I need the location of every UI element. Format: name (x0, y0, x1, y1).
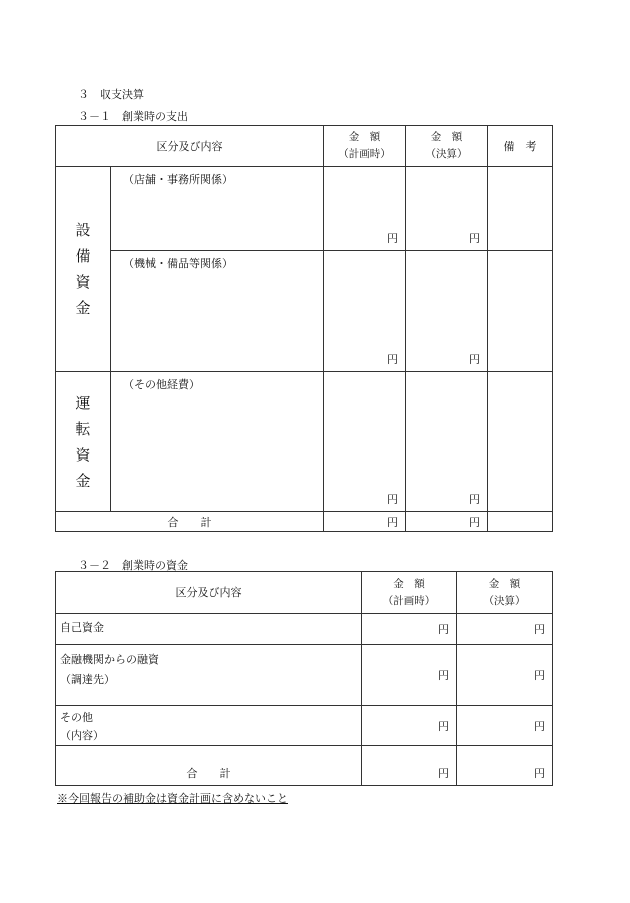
expenditure-table (55, 125, 553, 532)
other-funds-settle-cell: 円 (457, 706, 553, 746)
loans-label-line1: 金融機関からの融資 (60, 653, 159, 666)
total-label: 合 計 (56, 512, 324, 532)
section-title: ３ 収支決算 (78, 88, 144, 101)
own-funds-settle-cell: 円 (457, 614, 553, 645)
loans-label (56, 645, 362, 706)
header-plan-top: 金 額 (348, 131, 381, 143)
operating-char-4: 金 (75, 471, 91, 490)
total-row (56, 512, 553, 532)
header-settle-bottom: （決算） (425, 148, 468, 160)
header-category: 区分及び内容 (56, 126, 324, 167)
loans-row (56, 645, 553, 706)
other-funds-row (56, 706, 553, 746)
store-office-label: （店舗・事務所関係） (111, 167, 324, 251)
header-remarks: 備 考 (488, 126, 553, 167)
funding-table (55, 571, 553, 786)
operating-char-3: 資 (75, 445, 91, 464)
funding-header-row (56, 572, 553, 614)
funding-header-settle-top: 金 額 (488, 577, 521, 590)
total-plan-cell: 円 (324, 512, 406, 532)
other-expenses-settle-cell: 円 (406, 372, 488, 512)
funding-header-plan-bottom: （計画時） (382, 594, 436, 607)
store-office-remarks-cell (488, 167, 553, 251)
funding-total-settle-cell: 円 (457, 746, 553, 786)
funding-total-plan-cell: 円 (362, 746, 457, 786)
operating-row (56, 372, 553, 512)
operating-char-2: 転 (75, 419, 91, 438)
other-funds-plan-cell: 円 (362, 706, 457, 746)
other-expenses-remarks-cell (488, 372, 553, 512)
equipment-char-2: 備 (75, 247, 91, 265)
machinery-settle-cell: 円 (406, 251, 488, 372)
machinery-label: （機械・備品等関係） (111, 251, 324, 372)
equipment-funds-label (56, 167, 111, 372)
loans-settle-cell: 円 (457, 645, 553, 706)
equipment-char-1: 設 (75, 221, 91, 239)
loans-label-line2: （調達先） (60, 673, 115, 686)
other-funds-label-line1: その他 (60, 711, 93, 724)
expenditure-table-title: ３－１ 創業時の支出 (78, 110, 188, 123)
funding-header-settle (457, 572, 553, 614)
store-office-settle-cell: 円 (406, 167, 488, 251)
funding-header-plan-top: 金 額 (393, 577, 425, 590)
operating-funds-label (56, 372, 111, 512)
own-funds-plan-cell: 円 (362, 614, 457, 645)
operating-char-1: 運 (75, 393, 91, 412)
total-remarks-cell (488, 512, 553, 532)
machinery-remarks-cell (488, 251, 553, 372)
store-office-plan-cell: 円 (324, 167, 406, 251)
header-plan-bottom: （計画時） (338, 148, 391, 160)
footnote: ※今回報告の補助金は資金計画に含めないこと (57, 792, 288, 805)
equipment-row-1 (56, 167, 553, 251)
own-funds-label: 自己資金 (56, 614, 362, 645)
funding-header-settle-bottom: （決算） (483, 594, 526, 607)
other-expenses-label: （その他経費） (111, 372, 324, 512)
funding-header-category: 区分及び内容 (56, 572, 362, 614)
other-funds-label (56, 706, 362, 746)
header-settle (406, 126, 488, 167)
other-expenses-plan-cell: 円 (324, 372, 406, 512)
funding-table-title: ３－２ 創業時の資金 (78, 559, 188, 572)
funding-total-label: 合 計 (56, 746, 362, 786)
funding-header-plan (362, 572, 457, 614)
loans-plan-cell: 円 (362, 645, 457, 706)
total-settle-cell: 円 (406, 512, 488, 532)
other-funds-label-line2: （内容） (60, 729, 104, 742)
header-row (56, 126, 553, 167)
equipment-row-2 (56, 251, 553, 372)
equipment-char-4: 金 (75, 299, 91, 317)
header-plan (324, 126, 406, 167)
machinery-plan-cell: 円 (324, 251, 406, 372)
own-funds-row (56, 614, 553, 645)
funding-total-row (56, 746, 553, 786)
header-settle-top: 金 額 (430, 131, 463, 143)
equipment-char-3: 資 (75, 273, 91, 291)
